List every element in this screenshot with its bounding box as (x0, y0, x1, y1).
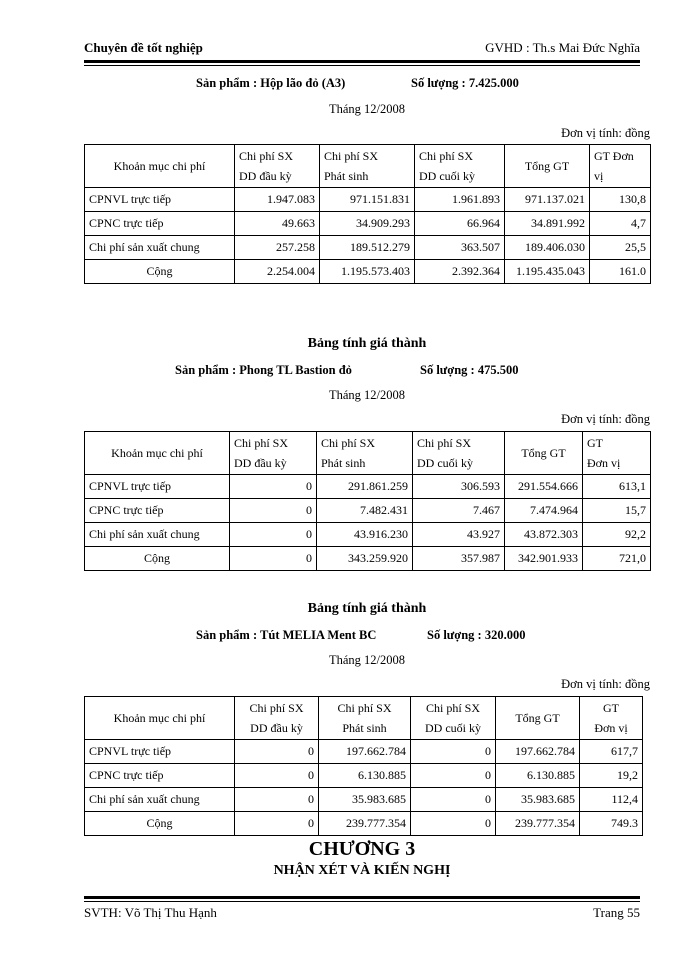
header-line: DD đầu kỳ (234, 456, 287, 470)
header-line: vị (594, 169, 604, 183)
cell-value: 1.195.435.043 (505, 260, 590, 284)
table-row (85, 740, 643, 764)
row-label: CPNC trực tiếp (85, 212, 235, 236)
product-quantity: Số lượng : 7.425.000 (411, 76, 519, 90)
cell-value: 34.891.992 (505, 212, 590, 236)
cell-value: 15,7 (583, 499, 651, 523)
product-quantity: Số lượng : 320.000 (427, 628, 526, 642)
row-label: Cộng (85, 812, 235, 836)
cell-value: 130,8 (590, 188, 651, 212)
cell-value: 0 (230, 475, 317, 499)
cost-table (84, 696, 643, 836)
cell-value: 0 (230, 523, 317, 547)
header-line: DD đầu kỳ (239, 169, 292, 183)
header-cell (320, 145, 415, 188)
cell-value: 35.983.685 (319, 788, 411, 812)
cell-value: 613,1 (583, 475, 651, 499)
period-label: Tháng 12/2008 (328, 653, 406, 667)
cell-value: 92,2 (583, 523, 651, 547)
cell-value: 197.662.784 (496, 740, 580, 764)
row-label: Chi phí sản xuất chung (85, 788, 235, 812)
cell-value: 43.916.230 (317, 523, 413, 547)
row-label: Chi phí sản xuất chung (85, 236, 235, 260)
cell-value: 0 (235, 788, 319, 812)
cell-value: 1.195.573.403 (320, 260, 415, 284)
cell-value: 34.909.293 (320, 212, 415, 236)
table-header-row (85, 697, 643, 740)
cell-value: 0 (235, 740, 319, 764)
cell-value: 291.861.259 (317, 475, 413, 499)
cell-value: 7.474.964 (505, 499, 583, 523)
row-label: Chi phí sản xuất chung (85, 523, 230, 547)
header-cell (235, 697, 319, 740)
header-line: DD cuối kỳ (425, 721, 481, 735)
cell-value: 2.392.364 (415, 260, 505, 284)
cost-table (84, 144, 651, 284)
header-cell (415, 145, 505, 188)
chapter-heading (84, 838, 640, 879)
cell-value: 239.777.354 (319, 812, 411, 836)
page-number: Trang 55 (593, 905, 640, 920)
footer-author: SVTH: Võ Thị Thu Hạnh (84, 905, 217, 920)
table-total-row (85, 812, 643, 836)
product-quantity: Số lượng : 475.500 (420, 363, 519, 377)
header-line: DD cuối kỳ (419, 169, 475, 183)
cell-value: 971.151.831 (320, 188, 415, 212)
header-line: Chi phí SX (419, 149, 474, 163)
cell-value: 7.482.431 (317, 499, 413, 523)
page-header (84, 40, 640, 60)
header-line: GT (587, 436, 603, 450)
header-line: Chi phí SX (321, 436, 376, 450)
header-cell: Khoản mục chi phí (85, 145, 235, 188)
cell-value: 343.259.920 (317, 547, 413, 571)
row-label: CPNC trực tiếp (85, 764, 235, 788)
cell-value: 6.130.885 (496, 764, 580, 788)
cell-value: 49.663 (235, 212, 320, 236)
table-row (85, 764, 643, 788)
table-header-row (85, 432, 651, 475)
unit-label: Đơn vị tính: đồng (561, 126, 650, 140)
cell-value: 257.258 (235, 236, 320, 260)
cell-value: 1.947.083 (235, 188, 320, 212)
cost-section-3 (84, 601, 650, 841)
header-cell: Tổng GT (496, 697, 580, 740)
header-line: Phát sinh (324, 169, 369, 183)
table-row (85, 788, 643, 812)
cell-value: 112,4 (580, 788, 643, 812)
footer-rule-thick (84, 896, 640, 899)
header-right: GVHD : Th.s Mai Đức Nghĩa (485, 40, 640, 55)
row-label: CPNVL trực tiếp (85, 475, 230, 499)
header-line: Chi phí SX (324, 149, 379, 163)
section-title: Bảng tính giá thành (307, 601, 427, 616)
table-row (85, 212, 651, 236)
unit-label: Đơn vị tính: đồng (561, 677, 650, 691)
header-left: Chuyên đề tốt nghiệp (84, 40, 203, 55)
footer-rule-thin (84, 901, 640, 902)
header-cell (317, 432, 413, 475)
header-line: Phát sinh (342, 721, 387, 735)
cell-value: 617,7 (580, 740, 643, 764)
header-cell (583, 432, 651, 475)
cell-value: 0 (235, 812, 319, 836)
header-cell (411, 697, 496, 740)
header-line: Đơn vị (587, 456, 621, 470)
table-row (85, 188, 651, 212)
period-label: Tháng 12/2008 (328, 388, 406, 402)
section-title: Bảng tính giá thành (307, 336, 427, 351)
header-cell (580, 697, 643, 740)
header-line: Chi phí SX (337, 701, 392, 715)
header-cell: Tổng GT (505, 432, 583, 475)
cell-value: 189.406.030 (505, 236, 590, 260)
header-rule-thick (84, 60, 640, 63)
cell-value: 749.3 (580, 812, 643, 836)
cell-value: 971.137.021 (505, 188, 590, 212)
header-cell: Tổng GT (505, 145, 590, 188)
row-label: Cộng (85, 260, 235, 284)
header-cell (235, 145, 320, 188)
cell-value: 0 (411, 740, 496, 764)
cell-value: 0 (235, 764, 319, 788)
cell-value: 43.872.303 (505, 523, 583, 547)
table-header-row (85, 145, 651, 188)
header-line: Đơn vị (594, 721, 628, 735)
header-cell (319, 697, 411, 740)
cost-table (84, 431, 651, 571)
cell-value: 161.0 (590, 260, 651, 284)
row-label: CPNC trực tiếp (85, 499, 230, 523)
row-label: Cộng (85, 547, 230, 571)
cell-value: 721,0 (583, 547, 651, 571)
table-row (85, 499, 651, 523)
header-line: DD đầu kỳ (250, 721, 303, 735)
cell-value: 6.130.885 (319, 764, 411, 788)
product-name: Sản phẩm : Tút MELIA Ment BC (196, 628, 377, 642)
product-name: Sản phẩm : Phong TL Bastion đỏ (175, 363, 352, 377)
header-cell: Khoản mục chi phí (85, 432, 230, 475)
cell-value: 35.983.685 (496, 788, 580, 812)
cell-value: 66.964 (415, 212, 505, 236)
cost-section-2 (84, 336, 650, 576)
cell-value: 2.254.004 (235, 260, 320, 284)
unit-label: Đơn vị tính: đồng (561, 412, 650, 426)
cell-value: 342.901.933 (505, 547, 583, 571)
table-row (85, 236, 651, 260)
header-cell (413, 432, 505, 475)
header-cell (590, 145, 651, 188)
cell-value: 0 (411, 788, 496, 812)
period-label: Tháng 12/2008 (328, 102, 406, 116)
table-row (85, 475, 651, 499)
header-line: Chi phí SX (417, 436, 472, 450)
header-cell (230, 432, 317, 475)
table-total-row (85, 547, 651, 571)
cell-value: 197.662.784 (319, 740, 411, 764)
product-name: Sản phẩm : Hộp lão đỏ (A3) (196, 76, 346, 90)
cell-value: 363.507 (415, 236, 505, 260)
header-rule-thin (84, 65, 640, 66)
row-label: CPNVL trực tiếp (85, 188, 235, 212)
cell-value: 291.554.666 (505, 475, 583, 499)
cell-value: 19,2 (580, 764, 643, 788)
row-label: CPNVL trực tiếp (85, 740, 235, 764)
cell-value: 43.927 (413, 523, 505, 547)
header-line: DD cuối kỳ (417, 456, 473, 470)
cell-value: 1.961.893 (415, 188, 505, 212)
cell-value: 7.467 (413, 499, 505, 523)
header-line: Chi phí SX (425, 701, 480, 715)
table-row (85, 523, 651, 547)
header-line: Chi phí SX (239, 149, 294, 163)
header-cell: Khoản mục chi phí (85, 697, 235, 740)
cell-value: 357.987 (413, 547, 505, 571)
chapter-title: NHẬN XÉT VÀ KIẾN NGHỊ (273, 863, 451, 878)
chapter-number: CHƯƠNG 3 (308, 838, 416, 860)
cell-value: 0 (230, 499, 317, 523)
cell-value: 189.512.279 (320, 236, 415, 260)
cost-section-1 (84, 76, 650, 291)
header-line: GT Đơn (594, 149, 634, 163)
cell-value: 4,7 (590, 212, 651, 236)
cell-value: 0 (411, 764, 496, 788)
header-line: Chi phí SX (249, 701, 304, 715)
header-line: Chi phí SX (234, 436, 289, 450)
header-line: Phát sinh (321, 456, 366, 470)
table-total-row (85, 260, 651, 284)
cell-value: 239.777.354 (496, 812, 580, 836)
cell-value: 0 (230, 547, 317, 571)
header-line: GT (603, 701, 619, 715)
cell-value: 0 (411, 812, 496, 836)
cell-value: 306.593 (413, 475, 505, 499)
cell-value: 25,5 (590, 236, 651, 260)
